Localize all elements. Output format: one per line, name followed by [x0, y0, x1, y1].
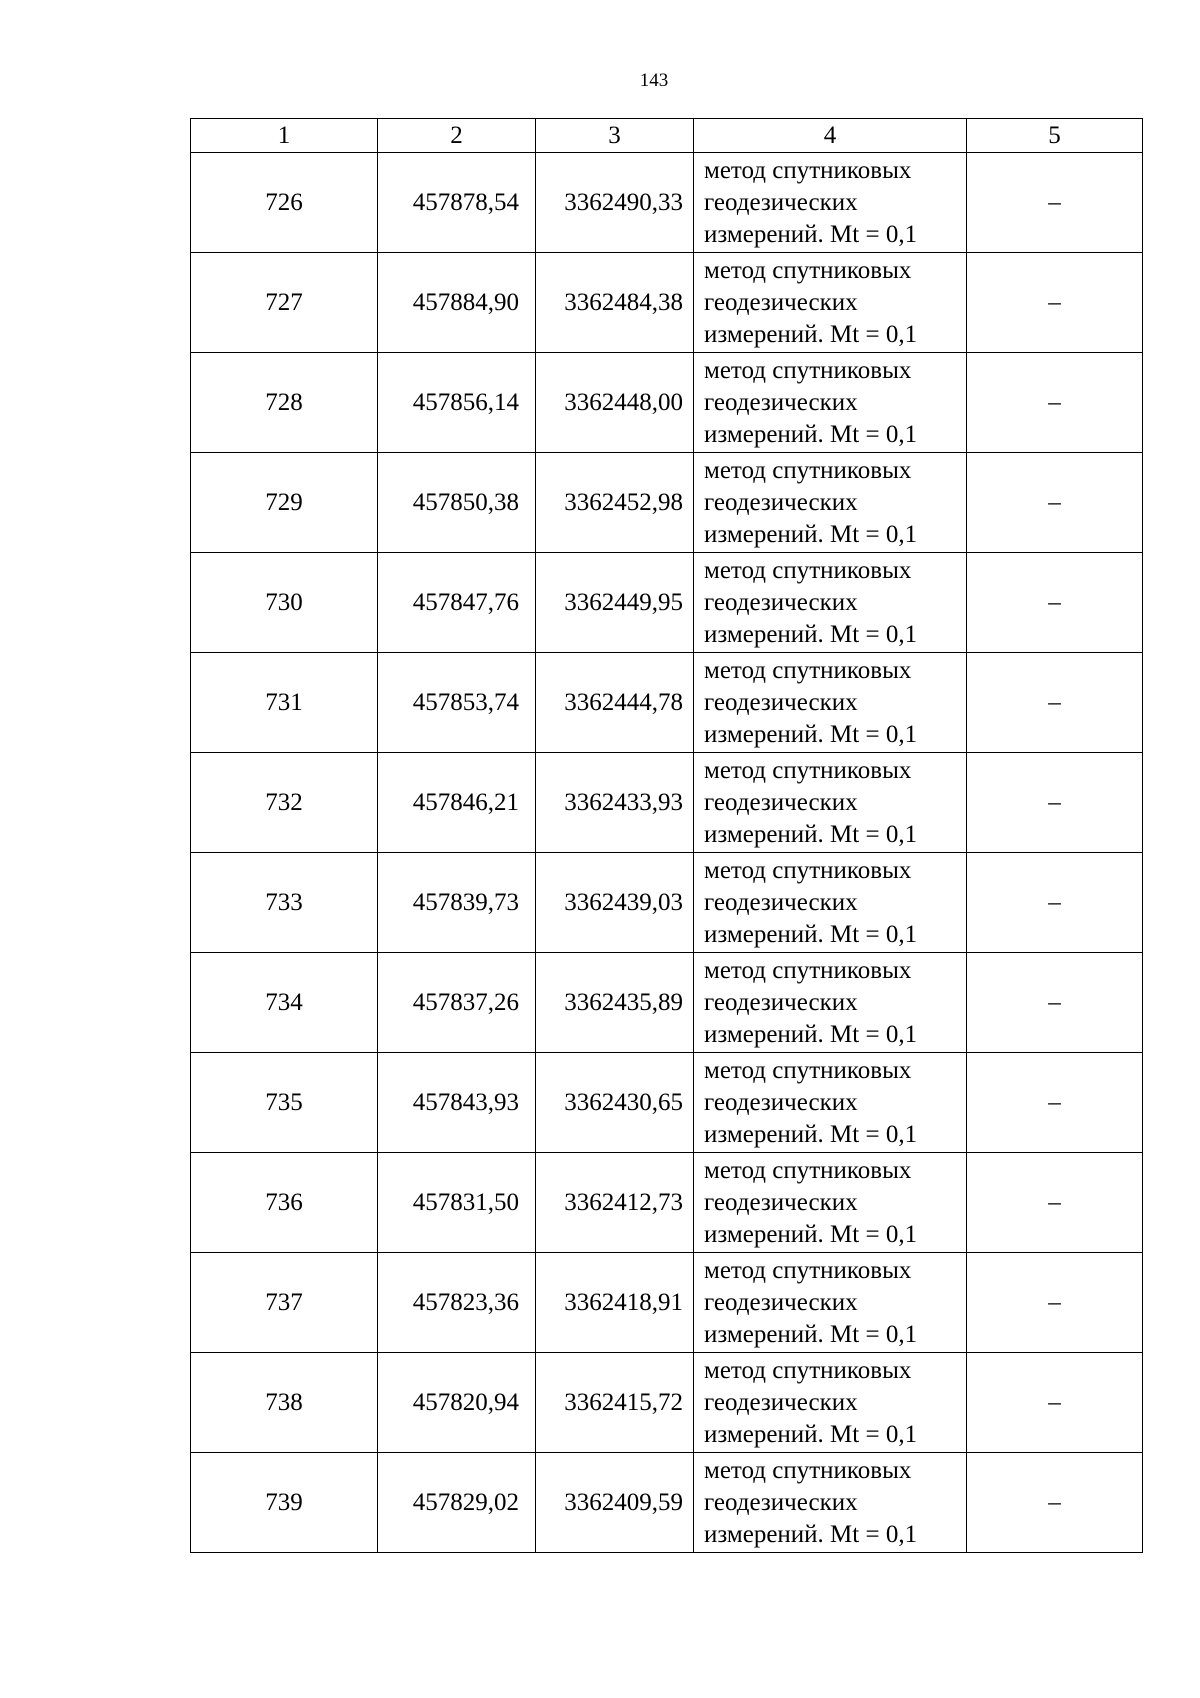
y-coordinate-cell: 3362430,65	[536, 1053, 694, 1153]
point-number-cell: 728	[191, 353, 378, 453]
x-coordinate-cell: 457850,38	[378, 453, 536, 553]
method-line: геодезических	[704, 1488, 858, 1516]
method-line: измерений. Mt = 0,1	[704, 520, 918, 548]
page-number: 143	[639, 70, 669, 91]
point-number-cell: 726	[191, 153, 378, 253]
x-coordinate-cell: 457829,02	[378, 1453, 536, 1553]
header-cell-4: 4	[694, 119, 967, 153]
y-coordinate-cell: 3362444,78	[536, 653, 694, 753]
note-cell: –	[967, 353, 1143, 453]
y-coordinate-cell: 3362418,91	[536, 1253, 694, 1353]
method-line: метод спутниковых	[704, 256, 912, 284]
point-number-cell: 738	[191, 1353, 378, 1453]
y-coordinate-cell: 3362448,00	[536, 353, 694, 453]
method-cell	[694, 953, 967, 1053]
method-line: измерений. Mt = 0,1	[704, 1020, 918, 1048]
point-number-cell: 732	[191, 753, 378, 853]
method-line: геодезических	[704, 488, 858, 516]
table-row	[191, 353, 1143, 453]
method-line: измерений. Mt = 0,1	[704, 320, 918, 348]
method-line: геодезических	[704, 788, 858, 816]
point-number-cell: 739	[191, 1453, 378, 1553]
method-line: измерений. Mt = 0,1	[704, 1220, 918, 1248]
note-cell: –	[967, 753, 1143, 853]
method-line: измерений. Mt = 0,1	[704, 1120, 918, 1148]
x-coordinate-cell: 457843,93	[378, 1053, 536, 1153]
table-row	[191, 253, 1143, 353]
header-cell-3: 3	[536, 119, 694, 153]
method-line: метод спутниковых	[704, 1256, 912, 1284]
method-line: метод спутниковых	[704, 756, 912, 784]
method-line: метод спутниковых	[704, 856, 912, 884]
x-coordinate-cell: 457837,26	[378, 953, 536, 1053]
x-coordinate-cell: 457847,76	[378, 553, 536, 653]
method-cell	[694, 1153, 967, 1253]
x-coordinate-cell: 457884,90	[378, 253, 536, 353]
header-row	[191, 119, 1143, 153]
table-row	[191, 1353, 1143, 1453]
header-cell-2: 2	[378, 119, 536, 153]
method-cell	[694, 1353, 967, 1453]
y-coordinate-cell: 3362435,89	[536, 953, 694, 1053]
method-line: метод спутниковых	[704, 556, 912, 584]
point-number-cell: 735	[191, 1053, 378, 1153]
method-cell	[694, 653, 967, 753]
method-line: измерений. Mt = 0,1	[704, 820, 918, 848]
method-line: метод спутниковых	[704, 1356, 912, 1384]
x-coordinate-cell: 457839,73	[378, 853, 536, 953]
x-coordinate-cell: 457856,14	[378, 353, 536, 453]
method-cell	[694, 1453, 967, 1553]
y-coordinate-cell: 3362490,33	[536, 153, 694, 253]
method-line: геодезических	[704, 888, 858, 916]
method-cell	[694, 453, 967, 553]
method-line: измерений. Mt = 0,1	[704, 1520, 918, 1548]
method-line: геодезических	[704, 588, 858, 616]
table-row	[191, 453, 1143, 553]
point-number-cell: 727	[191, 253, 378, 353]
method-cell	[694, 253, 967, 353]
method-line: метод спутниковых	[704, 356, 912, 384]
y-coordinate-cell: 3362415,72	[536, 1353, 694, 1453]
table-row	[191, 1153, 1143, 1253]
point-number-cell: 729	[191, 453, 378, 553]
method-line: геодезических	[704, 288, 858, 316]
table-row	[191, 853, 1143, 953]
point-number-cell: 736	[191, 1153, 378, 1253]
x-coordinate-cell: 457878,54	[378, 153, 536, 253]
method-line: геодезических	[704, 1388, 858, 1416]
table-row	[191, 553, 1143, 653]
method-line: измерений. Mt = 0,1	[704, 920, 918, 948]
method-cell	[694, 853, 967, 953]
table-header	[191, 119, 1143, 153]
x-coordinate-cell: 457820,94	[378, 1353, 536, 1453]
table-row	[191, 953, 1143, 1053]
y-coordinate-cell: 3362452,98	[536, 453, 694, 553]
method-line: метод спутниковых	[704, 1156, 912, 1184]
x-coordinate-cell: 457831,50	[378, 1153, 536, 1253]
table-row	[191, 153, 1143, 253]
note-cell: –	[967, 853, 1143, 953]
note-cell: –	[967, 1453, 1143, 1553]
note-cell: –	[967, 553, 1143, 653]
note-cell: –	[967, 1153, 1143, 1253]
note-cell: –	[967, 453, 1143, 553]
note-cell: –	[967, 653, 1143, 753]
point-number-cell: 731	[191, 653, 378, 753]
y-coordinate-cell: 3362484,38	[536, 253, 694, 353]
y-coordinate-cell: 3362449,95	[536, 553, 694, 653]
table-row	[191, 1453, 1143, 1553]
note-cell: –	[967, 953, 1143, 1053]
x-coordinate-cell: 457846,21	[378, 753, 536, 853]
y-coordinate-cell: 3362412,73	[536, 1153, 694, 1253]
table-row	[191, 1053, 1143, 1153]
point-number-cell: 733	[191, 853, 378, 953]
method-line: измерений. Mt = 0,1	[704, 220, 918, 248]
method-line: метод спутниковых	[704, 1056, 912, 1084]
method-line: геодезических	[704, 388, 858, 416]
method-line: геодезических	[704, 1088, 858, 1116]
x-coordinate-cell: 457853,74	[378, 653, 536, 753]
method-line: метод спутниковых	[704, 456, 912, 484]
method-line: метод спутниковых	[704, 1456, 912, 1484]
method-line: геодезических	[704, 988, 858, 1016]
method-line: геодезических	[704, 688, 858, 716]
method-cell	[694, 1053, 967, 1153]
note-cell: –	[967, 253, 1143, 353]
y-coordinate-cell: 3362433,93	[536, 753, 694, 853]
method-cell	[694, 153, 967, 253]
method-line: метод спутниковых	[704, 656, 912, 684]
coordinates-table	[190, 118, 1143, 1553]
point-number-cell: 737	[191, 1253, 378, 1353]
note-cell: –	[967, 1353, 1143, 1453]
method-line: геодезических	[704, 188, 858, 216]
y-coordinate-cell: 3362409,59	[536, 1453, 694, 1553]
method-cell	[694, 1253, 967, 1353]
method-line: метод спутниковых	[704, 156, 912, 184]
method-line: измерений. Mt = 0,1	[704, 720, 918, 748]
point-number-cell: 730	[191, 553, 378, 653]
table-row	[191, 753, 1143, 853]
note-cell: –	[967, 1253, 1143, 1353]
method-line: измерений. Mt = 0,1	[704, 420, 918, 448]
y-coordinate-cell: 3362439,03	[536, 853, 694, 953]
method-cell	[694, 753, 967, 853]
x-coordinate-cell: 457823,36	[378, 1253, 536, 1353]
header-cell-1: 1	[191, 119, 378, 153]
note-cell: –	[967, 1053, 1143, 1153]
table-row	[191, 653, 1143, 753]
method-line: измерений. Mt = 0,1	[704, 620, 918, 648]
table-body	[191, 153, 1143, 1553]
method-line: измерений. Mt = 0,1	[704, 1420, 918, 1448]
point-number-cell: 734	[191, 953, 378, 1053]
method-line: геодезических	[704, 1188, 858, 1216]
method-cell	[694, 353, 967, 453]
method-line: измерений. Mt = 0,1	[704, 1320, 918, 1348]
table-row	[191, 1253, 1143, 1353]
method-line: метод спутниковых	[704, 956, 912, 984]
method-line: геодезических	[704, 1288, 858, 1316]
method-cell	[694, 553, 967, 653]
note-cell: –	[967, 153, 1143, 253]
header-cell-5: 5	[967, 119, 1143, 153]
